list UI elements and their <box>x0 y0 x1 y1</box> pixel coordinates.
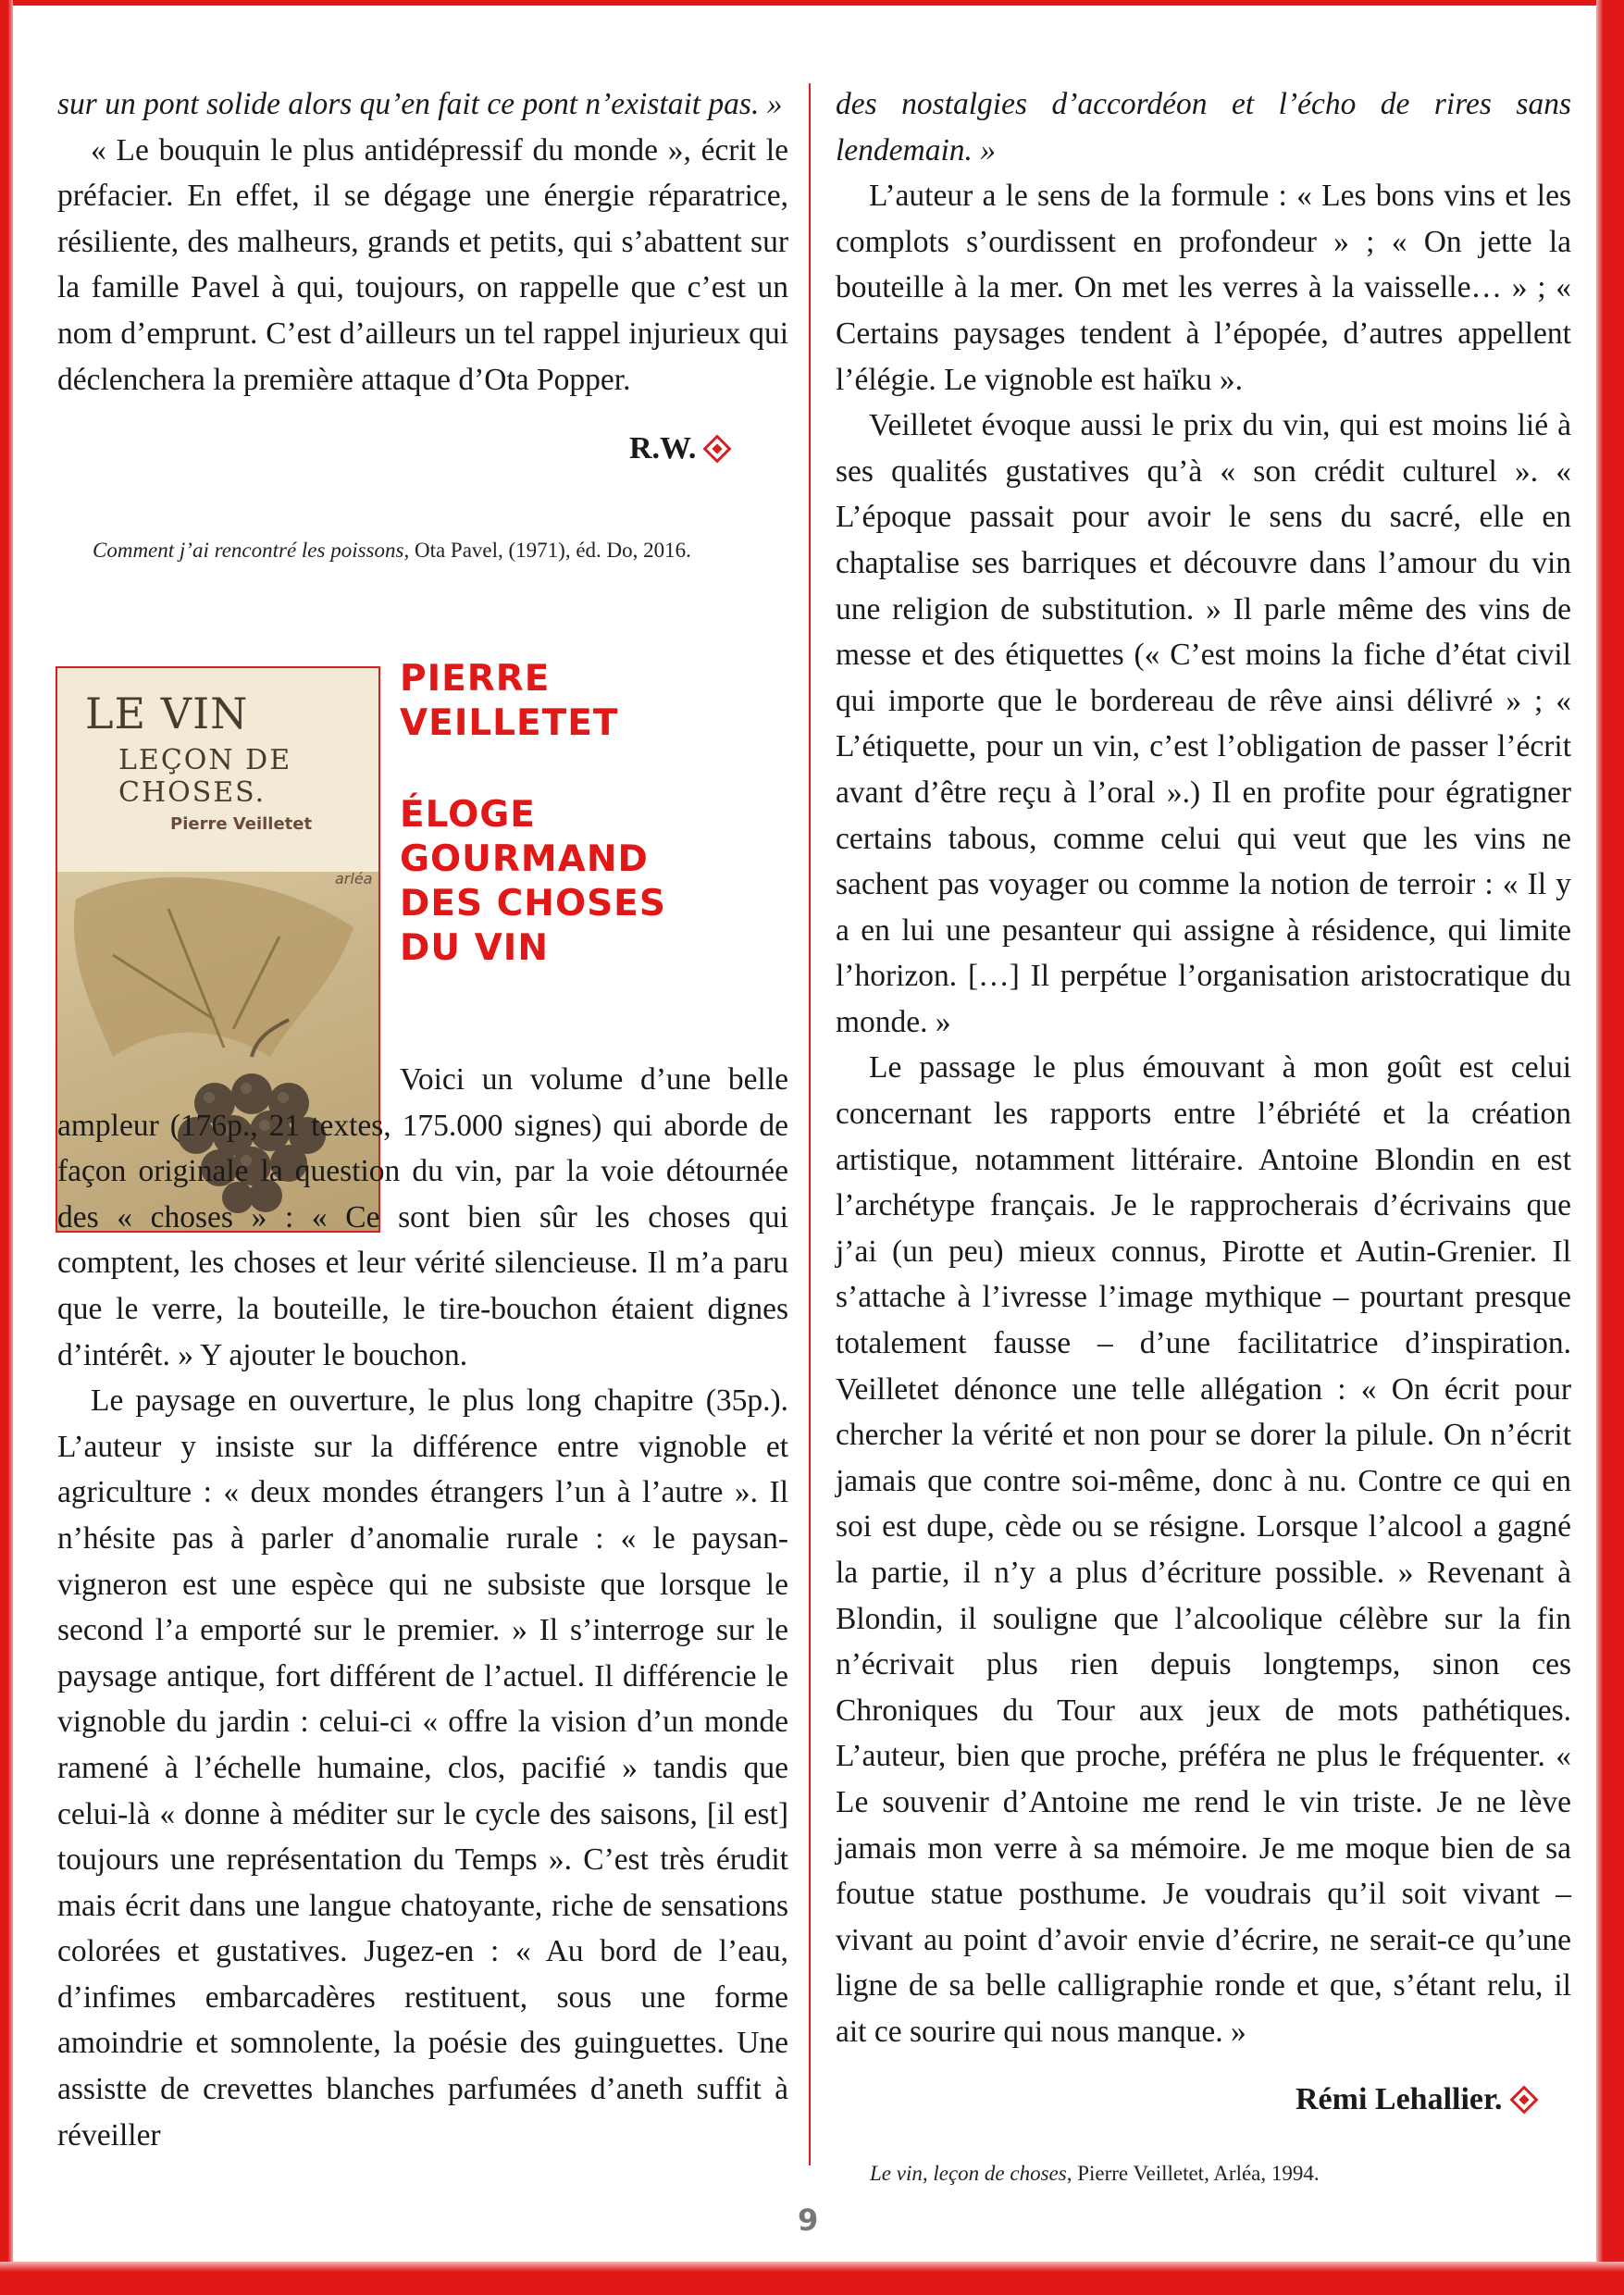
review2-paragraph: L’auteur a le sens de la formule : « Les bons vins et les complots s’ourdissent en profondeur » ; « On jette la bouteille à la mer. On met les verres à la vaisselle… » ; « Certains paysages tendent à l’épopée, d’autres appellent l’élégie. Le vignoble est haïku ». <box>836 179 1571 397</box>
review2-right-text <box>836 81 1571 2055</box>
page-border-right <box>1596 0 1624 2295</box>
review2-left-flow <box>57 1057 788 2158</box>
page-border-top <box>0 0 1624 6</box>
page-number: 9 <box>798 2202 819 2238</box>
page-border-left <box>0 0 13 2295</box>
review2-signature-text: Rémi Lehallier. <box>1295 2082 1503 2116</box>
review1-paragraph: sur un pont solide alors qu’en fait ce pont n’existait pas. » <box>57 87 783 121</box>
column-divider <box>809 83 811 2165</box>
review2-biblio-details: , Pierre Veilletet, Arléa, 1994. <box>1066 2162 1320 2185</box>
review2-signature <box>1295 2082 1534 2117</box>
review2-author-heading: PIERRE VEILLETET <box>400 658 619 744</box>
review1-paragraph: « Le bouquin le plus antidépressif du monde », écrit le préfacier. En effet, il se dégage une énergie réparatrice, résiliente, des malheurs, grands et petits, qui s’abattent sur la famille Pavel à qui, toujours, on rappelle que c’est un nom d’emprunt. C’est d’ailleurs un tel rappel injurieux qui déclenchera la première attaque d’Ota Popper. <box>57 132 788 397</box>
page-border-bottom <box>0 2262 1624 2295</box>
diamond-ornament-icon <box>1514 2090 1534 2110</box>
review2-paragraph: Le passage le plus émouvant à mon goût est celui concernant les rapports entre l’ébriété et la création artistique, notamment littéraire. Antoine Blondin en est l’archétype français. Je le rapprocherais d’écrivains que j’ai (un peu) mieux connus, Pirotte et Autin-Grenier. Il s’attache à l’ivresse l’image mythique – pourtant presque totalement fausse – d’une facilitatrice d’inspiration. Veilletet dénonce une telle allégation : « On écrit pour chercher la vérité et non pour se dorer la pilule. On n’écrit jamais que contre soi-même, donc à nu. Contre ce qui en soi est dupe, cède ou se résigne. Lorsque l’alcool a gagné la partie, il n’y a plus d’écriture possible. » Revenant à Blondin, il souligne que l’alcoolique célèbre sur la fin n’écrivait plus rien depuis longtemps, sinon ces Chroniques du Tour aux jeux de mots pathétiques. L’auteur, bien que proche, préféra ne plus le fréquenter. « Le souvenir d’Antoine me rend le vin triste. Je ne lève jamais mon verre à sa mémoire. Je me moque bien de sa foutue statue posthume. Je voudrais qu’il soit vivant – vivant au point d’avoir envie d’écrire, ne serait-ce qu’une ligne de sa belle calligraphie ronde et que, s’étant relu, il ait ce sourire qui nous manque. » <box>836 1050 1571 2049</box>
review2-paragraph: Veilletet évoque aussi le prix du vin, qui est moins lié à ses qualités gustatives qu’à « son crédit culturel ». « L’époque passait pour avoir le sens du sacré, elle en chaptalise ses barriques et découvre dans l’amour du vin une religion de substitution. » Il parle même des vins de messe et des étiquettes (« C’est moins la fiche d’état civil qui importe que le bordereau de rêve ainsi délivré » ; « L’étiquette, pour un vin, c’est l’obligation de passer l’écrit avant d’être reçu à l’oral ».) Il en profite pour égratigner certains tabous, comme celui qui veut que les vins ne sachent pas voyager ou comme la notion de terroir : « Il y a en lui une pesanteur qui assigne à résidence, qui limite l’horizon. […] Il perpétue l’organisation aristocratique du monde. » <box>836 408 1571 1039</box>
cover-author: Pierre Veilletet <box>170 814 313 834</box>
diamond-ornament-icon <box>707 439 727 459</box>
cover-subtitle: LEÇON DE CHOSES. <box>118 744 292 809</box>
review2-biblio-title: Le vin, leçon de choses <box>870 2162 1067 2185</box>
cover-publisher: arléa <box>335 870 373 887</box>
cover-title: LE VIN <box>85 688 249 738</box>
review2-paragraph: Voici un volume d’une belle ampleur (176p., 21 textes, 175.000 signes) qui aborde de façon originale la question du vin, par la voie détournée des « choses » : « Ce sont bien sûr les choses qui comptent, les choses et leur vérité silencieuse. Il m’a paru que le verre, la bouteille, le tire-bouchon étaient dignes d’intérêt. » Y ajouter le bouchon. <box>57 1062 788 1372</box>
review1-signature <box>629 431 727 466</box>
review2-paragraph: Le paysage en ouverture, le plus long chapitre (35p.). L’auteur y insiste sur la différence entre vignoble et agriculture : « deux mondes étrangers l’un à l’autre ». Il n’hésite pas à parler d’anomalie rurale : « le paysan-vigneron est une espèce qui ne subsiste que lorsque le second l’a emporté sur le premier. » Il s’interroge sur le paysage antique, fort différent de l’actuel. Il différencie le vignoble du jardin : celui-ci « offre la vision d’un monde ramené à l’échelle humaine, clos, pacifié » tandis que celui-là « donne à méditer sur le cycle des saisons, [il est] toujours une représentation du Temps ». C’est très érudit mais écrit dans une langue chatoyante, riche de sensations colorées et gustatives. Jugez-en : « Au bord de l’eau, d’infimes embarcadères restituent, sous une forme amoindrie et somnolente, la poésie des guinguettes. Une assistte de crevettes blanches parfumées d’aneth suffit à réveiller <box>57 1383 788 2152</box>
review1-biblio-title: Comment j’ai rencontré les poissons <box>93 539 404 562</box>
review2-title-heading: ÉLOGE GOURMAND DES CHOSES DU VIN <box>400 794 666 969</box>
review2-paragraph: des nostalgies d’accordéon et l’écho de rires sans lendemain. » <box>836 87 1571 167</box>
review2-bibliography <box>870 2162 1320 2186</box>
review1-text <box>57 81 788 403</box>
review1-biblio-details: , Ota Pavel, (1971), éd. Do, 2016. <box>403 539 691 562</box>
review1-signature-text: R.W. <box>629 431 697 465</box>
review1-bibliography <box>93 539 691 563</box>
